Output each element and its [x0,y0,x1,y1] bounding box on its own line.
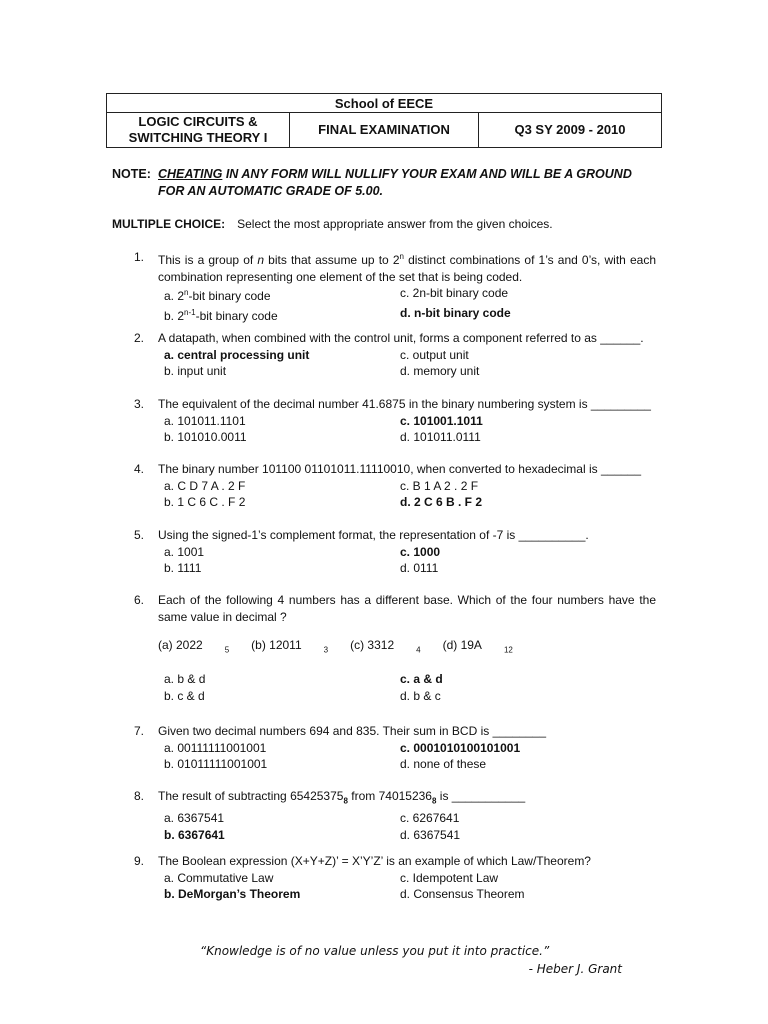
footer-quote [200,942,630,978]
option-d: d. 0111 [400,561,439,576]
question-6: 6. Each of the following 4 numbers has a different base. Which of the four numbers have the same value in decimal ? (a) 2022 $_5$ (b) 12011 $_3$ (c) 3312 $_4$ (d) 19A $_{12}$ a. b & d c. a & d b. c & d d. b & c [134,593,656,703]
quote-text: “Knowledge is of no value unless you put it into practice.” [200,944,550,958]
answer-options [164,810,656,843]
answer-options [164,478,656,511]
option-c: c. Idempotent Law [400,870,499,885]
option-a: a. 2$^n$-bit binary code [164,288,271,304]
option-b: b. input unit [164,364,227,379]
answer-options [164,544,656,577]
option-a: a. 6367541 [164,810,225,825]
exam-title: FINAL EXAMINATION [290,113,479,148]
option-c-answer: c. a & d [400,672,443,687]
option-d: d. 6367541 [400,827,461,842]
option-d-answer: d. 2 C 6 B . F 2 [400,495,483,510]
question-5: 5. Using the signed-1’s complement format, the representation of -7 is __________. a. 1001 c. 1000 b. 1111 d. 0111 [134,527,656,577]
question-stem: Given two decimal numbers 694 and 835. Their sum in BCD is ________ [158,724,546,738]
question-9: 9. The Boolean expression (X+Y+Z)’ = X’Y’Z’ is an example of which Law/Theorem? a. Commutative Law c. Idempotent Law b. DeMorgan’s Theorem d. Consensus Theorem [134,853,656,903]
option-d: d. none of these [400,757,487,772]
option-a: a. 00111111001001 [164,740,267,755]
question-stem: Using the signed-1’s complement format, the representation of -7 is __________. [158,528,589,542]
option-c-answer: c. 0001010100101001 [400,740,521,755]
question-4: 4. The binary number 101100 01101011.11110010, when converted to hexadecimal is ______ a. C D 7 A . 2 F c. B 1 A 2 . 2 F b. 1 C 6 C . F 2 d. 2 C 6 B . F 2 [134,461,656,511]
question-7: 7. Given two decimal numbers 694 and 835. Their sum in BCD is ________ a. 00111111001001 c. 0001010100101001 b. 01011111001001 d. none of these [134,723,656,773]
answer-options [164,740,656,773]
note-text: CHEATING IN ANY FORM WILL NULLIFY YOUR EXAM AND WILL BE A GROUND FOR AN AUTOMATIC GRADE OF 5.00. [158,167,632,198]
question-stem: The binary number 101100 01101011.11110010, when converted to hexadecimal is ______ [158,462,642,476]
option-c: c. output unit [400,347,469,362]
number-list: (a) 2022 $_5$ (b) 12011 $_3$ (c) 3312 $_4$ (d) 19A $_{12}$ [158,638,513,655]
option-d: d. Consensus Theorem [400,887,525,902]
option-b: b. c & d [164,688,205,703]
answer-options [164,870,656,903]
question-stem: This is a group of n bits that assume up to 2$^n$ distinct combinations of 1’s and 0’s, with each combination representing one element of the set that is being coded. [158,252,656,284]
option-a: a. Commutative Law [164,870,274,885]
option-a: a. C D 7 A . 2 F [164,478,246,493]
question-1: 1. This is a group of n bits that assume up to 2$^n$ distinct combinations of 1’s and 0’s, with each combination representing one element of the set that is being coded. a. 2$^n$-bit binary code c. 2n-bit binary code b. 2$^{n-1}$-bit binary code d. n-bit binary code [134,250,656,323]
question-stem: The Boolean expression (X+Y+Z)’ = X’Y’Z’ is an example of which Law/Theorem? [158,854,591,868]
answer-options [164,671,656,704]
answer-options [164,347,656,380]
option-c-answer: c. 101001.1011 [400,413,483,428]
option-d: d. 101011.0111 [400,430,481,445]
quote-author: - Heber J. Grant [528,962,622,976]
option-d-answer: d. n-bit binary code [400,305,511,320]
option-c: c. B 1 A 2 . 2 F [400,478,479,493]
option-b-answer: b. 6367641 [164,827,225,842]
option-b: b. 1 C 6 C . F 2 [164,495,246,510]
option-b-answer: b. DeMorgan’s Theorem [164,887,301,902]
question-stem: The result of subtracting $65425375_8$ from $74015236_8$ is ___________ [158,789,526,806]
exam-header-table [106,93,662,148]
answer-options [164,413,656,446]
answer-options [164,285,656,324]
option-c-answer: c. 1000 [400,544,441,559]
question-8: 8. The result of subtracting $65425375_8$ from $74015236_8$ is ___________ a. 6367541 c. 6267641 b. 6367641 d. 6367541 [134,788,656,843]
question-stem: Each of the following 4 numbers has a different base. Which of the four numbers have the same value in decimal ? [158,593,656,624]
question-2: 2. A datapath, when combined with the control unit, forms a component referred to as ______. a. central processing unit c. output unit b. input unit d. memory unit [134,330,656,380]
question-stem: The equivalent of the decimal number 41.6875 in the binary numbering system is _________ [158,397,651,411]
option-d: d. b & c [400,688,441,703]
cheating-note [112,166,652,200]
option-b: b. 01011111001001 [164,757,268,772]
note-label: NOTE: [112,167,151,181]
school-name: School of EECE [107,94,662,113]
option-a: a. 1001 [164,544,205,559]
option-b: b. 2$^{n-1}$-bit binary code [164,307,278,323]
option-a-answer: a. central processing unit [164,347,310,362]
option-c: c. 6267641 [400,810,460,825]
term-label: Q3 SY 2009 - 2010 [479,113,662,148]
option-b: b. 1111 [164,561,202,576]
option-b: b. 101010.0011 [164,430,247,445]
course-title: LOGIC CIRCUITS & SWITCHING THEORY I [107,113,290,148]
option-a: a. 101011.1101 [164,413,246,428]
option-a: a. b & d [164,672,206,687]
question-3: 3. The equivalent of the decimal number 41.6875 in the binary numbering system is _________ a. 101011.1101 c. 101001.1011 b. 101010.0011 d. 101011.0111 [134,396,656,446]
multiple-choice-heading: MULTIPLE CHOICE: Select the most appropriate answer from the given choices. [112,217,553,231]
question-stem: A datapath, when combined with the control unit, forms a component referred to as ______. [158,331,644,345]
option-c: c. 2n-bit binary code [400,286,509,301]
option-d: d. memory unit [400,364,480,379]
